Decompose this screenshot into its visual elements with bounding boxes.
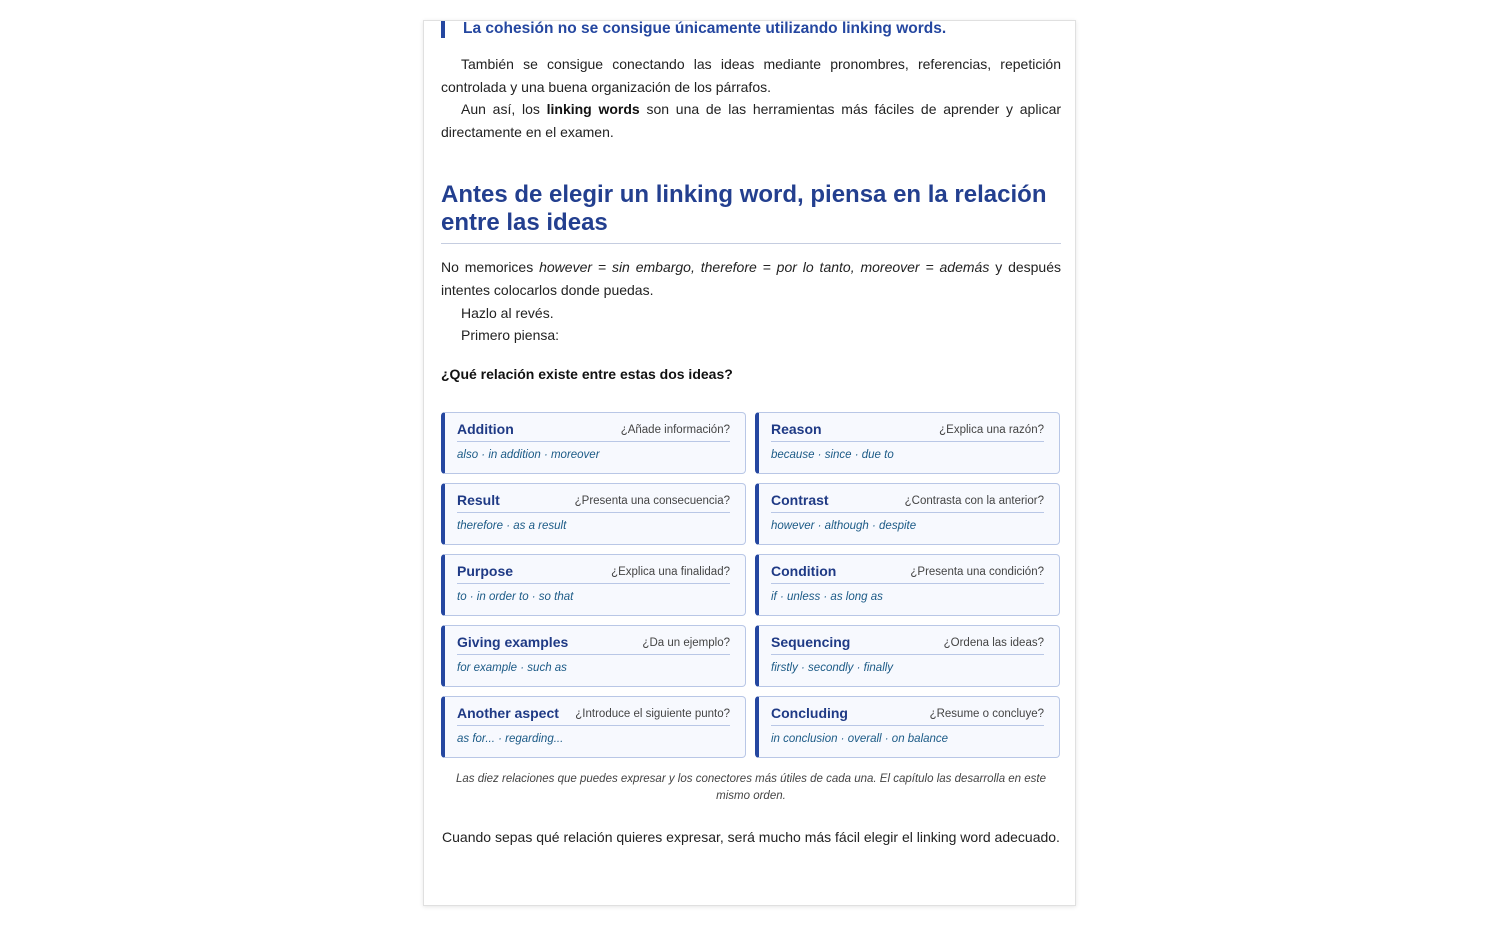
relation-name: Addition [457, 421, 514, 437]
relation-question: ¿Explica una razón? [939, 424, 1044, 436]
relation-question: ¿Da un ejemplo? [642, 637, 730, 649]
relation-card-condition [755, 554, 1060, 616]
relation-examples: as for... · regarding... [457, 733, 564, 745]
relation-examples: however · although · despite [771, 520, 917, 532]
relation-name: Another aspect [457, 705, 559, 721]
relation-card-contrast [755, 483, 1060, 545]
relation-card-reason [755, 412, 1060, 474]
card-divider [771, 583, 1044, 584]
card-divider [457, 583, 730, 584]
card-divider [771, 441, 1044, 442]
intro-p2-text-end: son una de las herramientas más fáciles de aprender y aplicar directamente en el examen. [441, 101, 1062, 140]
relation-examples: firstly · secondly · finally [771, 662, 894, 674]
card-divider [771, 654, 1044, 655]
body-p3-text-end: y después intentes colocarlos donde puedas. [441, 259, 1062, 298]
relation-examples: to · in order to · so that [457, 591, 574, 603]
relation-question: ¿Presenta una consecuencia? [574, 495, 730, 507]
relation-examples: if · unless · as long as [771, 591, 883, 603]
relation-question: ¿Introduce el siguiente punto? [575, 708, 730, 720]
relation-card-result [441, 483, 746, 545]
relation-name: Giving examples [457, 634, 569, 650]
relation-examples: for example · such as [457, 662, 567, 674]
relation-name: Sequencing [771, 634, 851, 650]
relation-question: ¿Ordena las ideas? [943, 637, 1044, 649]
relation-name: Contrast [771, 492, 829, 508]
relation-question: ¿Añade información? [620, 424, 730, 436]
card-divider [457, 725, 730, 726]
translations-italic: however = sin embargo, therefore = por lo tanto, moreover = además [539, 259, 990, 275]
linking-words-bold: linking words [546, 101, 640, 117]
relation-question: ¿Resume o concluye? [929, 708, 1044, 720]
relation-card-purpose [441, 554, 746, 616]
closing-paragraph: Cuando sepas qué relación quieres expresar, será mucho más fácil elegir el linking word adecuado. [442, 829, 1060, 845]
relation-card-giving-examples [441, 625, 746, 687]
relation-examples: because · since · due to [771, 449, 894, 461]
relation-question: ¿Contrasta con la anterior? [904, 495, 1044, 507]
body-p3-text: No memorices [441, 259, 540, 275]
body-paragraph-3: Primero piensa: [461, 327, 560, 343]
card-divider [457, 441, 730, 442]
intro-paragraph-2 [441, 98, 1061, 143]
guiding-question: ¿Qué relación existe entre estas dos ideas? [441, 366, 733, 382]
callout-note: La cohesión no se consigue únicamente utilizando linking words. [441, 21, 946, 38]
intro-p2-text: Aun así, los [461, 101, 547, 117]
relation-card-addition [441, 412, 746, 474]
intro-paragraph-1: También se consigue conectando las ideas mediante pronombres, referencias, repetición controlada y una buena organización de los párrafos. [441, 56, 1061, 95]
relation-examples: also · in addition · moreover [457, 449, 600, 461]
card-divider [771, 512, 1044, 513]
relation-examples: therefore · as a result [457, 520, 567, 532]
relation-question: ¿Presenta una condición? [910, 566, 1044, 578]
relation-name: Condition [771, 563, 837, 579]
card-divider [771, 725, 1044, 726]
body-paragraph-2: Hazlo al revés. [461, 305, 554, 321]
grid-caption: Las diez relaciones que puedes expresar y los conectores más útiles de cada una. El capítulo las desarrolla en este mismo orden. [455, 773, 1047, 802]
document-page [423, 20, 1076, 906]
relation-examples: in conclusion · overall · on balance [771, 733, 949, 745]
relation-card-sequencing [755, 625, 1060, 687]
relation-name: Reason [771, 421, 822, 437]
body-paragraph-1 [441, 256, 1061, 301]
relation-name: Result [457, 492, 500, 508]
relation-name: Purpose [457, 563, 514, 579]
card-divider [457, 512, 730, 513]
section-heading: Antes de elegir un linking word, piensa en la relación entre las ideas [441, 181, 1061, 244]
relation-card-concluding [755, 696, 1060, 758]
relation-card-another-aspect [441, 696, 746, 758]
card-divider [457, 654, 730, 655]
relation-question: ¿Explica una finalidad? [611, 566, 730, 578]
relation-name: Concluding [771, 705, 848, 721]
